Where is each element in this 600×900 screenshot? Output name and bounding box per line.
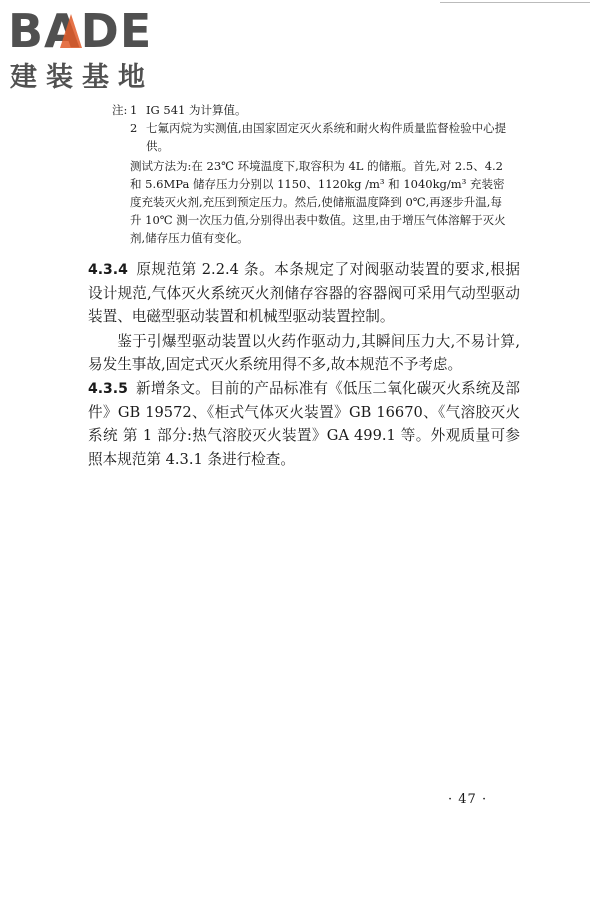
logo-brand-text: BADE bbox=[8, 4, 153, 58]
logo-subtitle: 建装基地 bbox=[10, 62, 154, 93]
section-text: 新增条文。目前的产品标准有《低压二氧化碳灭火系统及部件》GB 19572、《柜式气体灭火装置》GB 16670、《气溶胶灭火系统 第 1 部分:热气溶胶灭火装置》GA 499.1 等。外观质量可参照本规范第 4.3.1 条进行检查。 bbox=[88, 380, 520, 468]
test-method-note: 测试方法为:在 23℃ 环境温度下,取容积为 4L 的储瓶。首先,对 2.5、4.2 和 5.6MPa 储存压力分别以 1150、1120kg /m³ 和 1040kg/m³ 充装密度充装灭火剂,充压到预定压力。然后,使储瓶温度降到 0℃,再逐步升温,每升 10℃ 测一次压力值,分别得出表中数值。这里,由于增压气体溶解于灭火剂,储存压力值有变化。 bbox=[130, 159, 506, 245]
section-number: 4.3.4 bbox=[88, 262, 128, 278]
section-4-3-4-paragraph-2: 鉴于引爆型驱动装置以火药作驱动力,其瞬间压力大,不易计算,易发生事故,固定式灭火系统用得不多,故本规范不予考虑。 bbox=[88, 332, 520, 373]
notes-label: 注: bbox=[112, 103, 128, 117]
section-text: 原规范第 2.2.4 条。本条规定了对阀驱动装置的要求,根据设计规范,气体灭火系统灭火剂储存容器的容器阀可采用气动型驱动装置、电磁型驱动装置和机械型驱动装置控制。 bbox=[88, 261, 520, 326]
note-item-2 bbox=[112, 119, 512, 137]
note-number: 2 bbox=[130, 121, 138, 135]
note-continuation: 供。 bbox=[146, 139, 169, 153]
note-item-1 bbox=[112, 101, 512, 119]
note-text: IG 541 为计算值。 bbox=[146, 103, 247, 117]
main-text bbox=[88, 258, 520, 471]
note-text: 七氟丙烷为实测值,由国家固定灭火系统和耐火构件质量监督检验中心提 bbox=[146, 121, 507, 135]
section-4-3-5 bbox=[88, 377, 520, 471]
logo-accent-triangle bbox=[60, 14, 82, 48]
table-notes bbox=[112, 101, 512, 247]
note-number: 1 bbox=[130, 103, 138, 117]
section-4-3-4 bbox=[88, 258, 520, 329]
watermark-logo bbox=[8, 6, 178, 96]
section-number: 4.3.5 bbox=[88, 381, 128, 398]
page-number: · 47 · bbox=[448, 792, 488, 807]
top-edge-rule bbox=[440, 2, 590, 3]
